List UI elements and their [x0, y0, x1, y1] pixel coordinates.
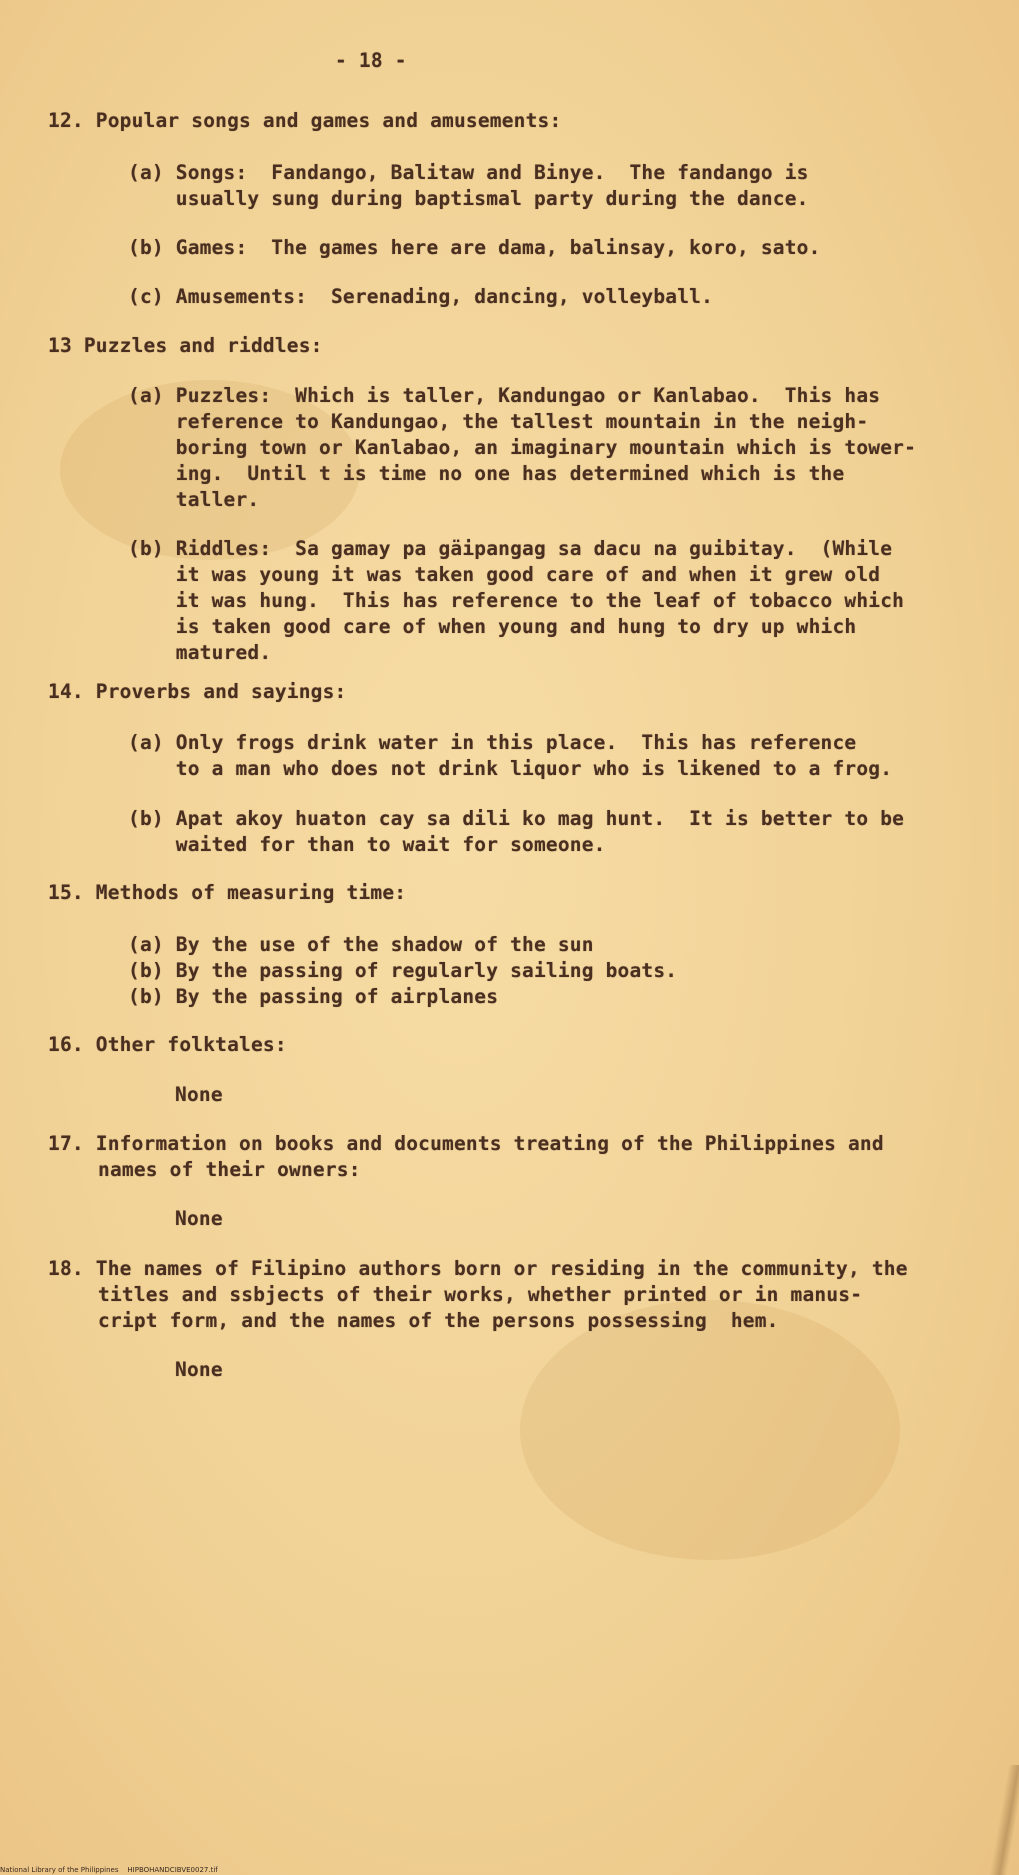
item-12a-line1: (a) Songs: Fandango, Balitaw and Binye. The fandango is — [128, 161, 809, 184]
item-13a-line4: ing. Until t is time no one has determined which is the — [128, 462, 845, 485]
item-15a: (a) By the use of the shadow of the sun — [128, 933, 594, 956]
item-15c: (b) By the passing of airplanes — [128, 985, 499, 1008]
item-13b-line4: is taken good care of when young and hung to dry up which — [128, 615, 857, 638]
item-13a-line3: boring town or Kanlabao, an imaginary mountain which is tower- — [128, 436, 917, 459]
item-13a-line1: (a) Puzzles: Which is taller, Kandungao or Kanlabao. This has — [128, 384, 881, 407]
section-heading-17-cont: names of their owners: — [98, 1158, 361, 1181]
paper-stain — [520, 1300, 900, 1560]
item-14a-line1: (a) Only frogs drink water in this place. This has reference — [128, 731, 857, 754]
item-13b-line5: matured. — [128, 641, 272, 664]
item-17-value: None — [175, 1207, 223, 1230]
item-12c: (c) Amusements: Serenading, dancing, volleyball. — [128, 285, 714, 308]
section-heading-18: 18. The names of Filipino authors born or residing in the community, the — [48, 1257, 908, 1280]
section-heading-12: 12. Popular songs and games and amusements: — [48, 109, 562, 132]
item-14b-line1: (b) Apat akoy huaton cay sa dili ko mag hunt. It is better to be — [128, 807, 905, 830]
item-13b-line2: it was young it was taken good care of and when it grew old — [128, 563, 881, 586]
section-heading-18-cont2: cript form, and the names of the persons possessing hem. — [98, 1309, 779, 1332]
item-14a-line2: to a man who does not drink liquor who is likened to a frog. — [128, 757, 893, 780]
section-heading-18-cont: titles and ssbjects of their works, whether printed or in manus- — [98, 1283, 863, 1306]
section-heading-17: 17. Information on books and documents treating of the Philippines and — [48, 1132, 884, 1155]
item-12b: (b) Games: The games here are dama, balinsay, koro, sato. — [128, 236, 821, 259]
item-13b-line3: it was hung. This has reference to the leaf of tobacco which — [128, 589, 905, 612]
section-heading-13: 13 Puzzles and riddles: — [48, 334, 323, 357]
item-12a-line2: usually sung during baptismal party during the dance. — [128, 187, 809, 210]
section-heading-14: 14. Proverbs and sayings: — [48, 680, 347, 703]
item-13a-line5: taller. — [128, 488, 260, 511]
section-heading-15: 15. Methods of measuring time: — [48, 881, 407, 904]
section-heading-16: 16. Other folktales: — [48, 1033, 287, 1056]
page-number: - 18 - — [335, 49, 407, 72]
archive-footer: National Library of the Philippines HIPBOHANDCIBVE0027.tif — [0, 1866, 218, 1874]
item-14b-line2: waited for than to wait for someone. — [128, 833, 606, 856]
item-18-value: None — [175, 1358, 223, 1381]
item-13b-line1: (b) Riddles: Sa gamay pa gäipangag sa dacu na guibitay. (While — [128, 537, 893, 560]
item-15b: (b) By the passing of regularly sailing boats. — [128, 959, 678, 982]
item-16-value: None — [175, 1083, 223, 1106]
page-curl — [989, 1765, 1019, 1875]
item-13a-line2: reference to Kandungao, the tallest mountain in the neigh- — [128, 410, 869, 433]
